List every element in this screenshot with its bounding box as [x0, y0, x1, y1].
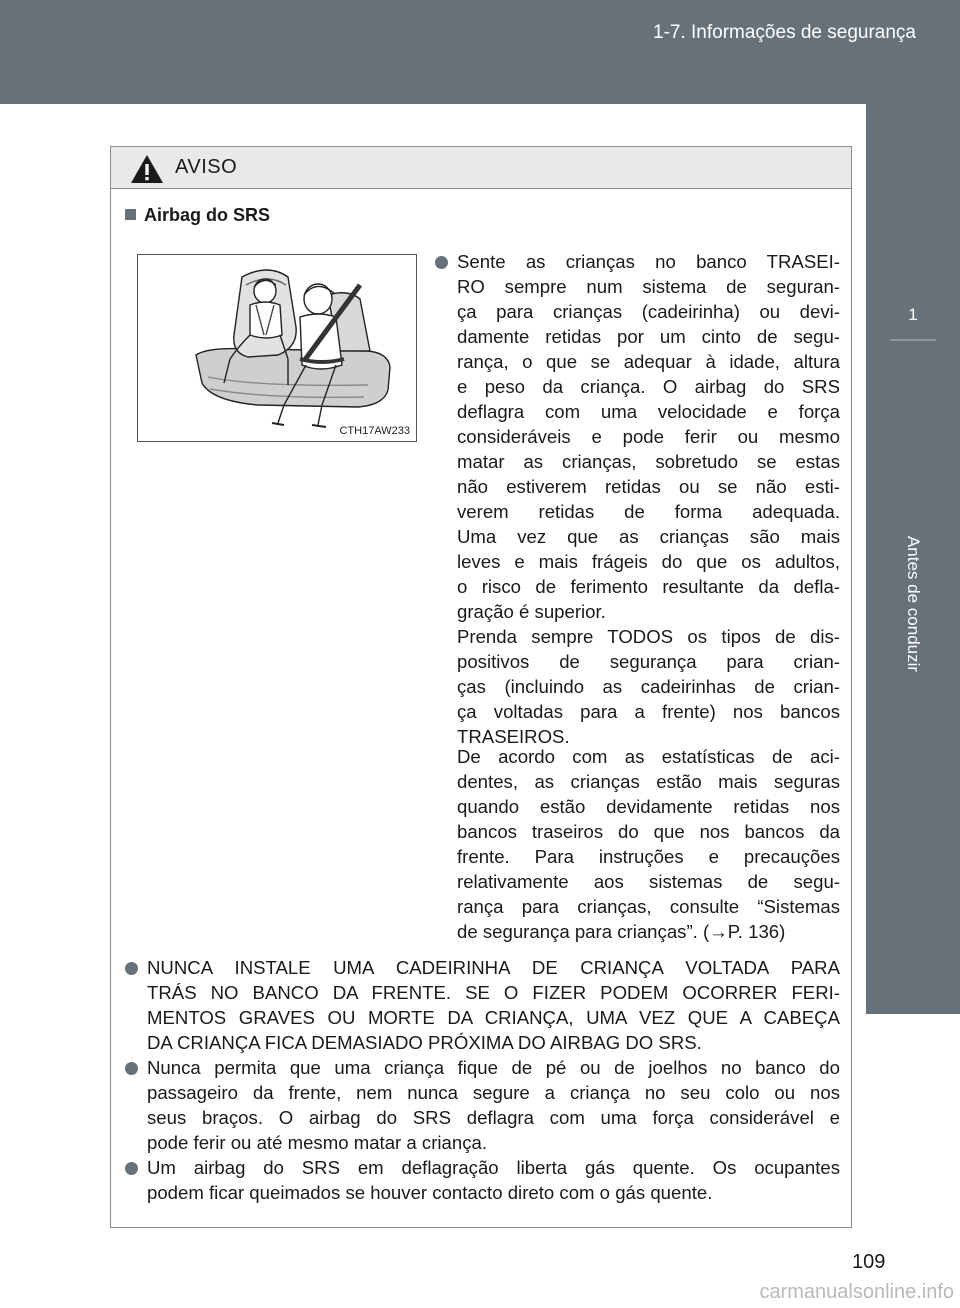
text-line: NUNCA INSTALE UMA CADEIRINHA DE CRIANÇA VOLTADA PARA	[147, 957, 840, 978]
text-line: RO sempre num sistema de seguran-	[457, 276, 840, 297]
warning-header	[111, 147, 851, 189]
bullet-rear-facing-seat	[147, 955, 840, 1055]
text-line: consideráveis e pode ferir ou mesmo	[457, 426, 840, 447]
text-line: podem ficar queimados se houver contacto direto com o gás quente.	[147, 1182, 713, 1203]
child-seat-illustration	[137, 254, 417, 442]
bullet-icon	[125, 1062, 138, 1075]
side-tab-divider	[890, 339, 936, 341]
chapter-side-tab	[866, 104, 960, 1014]
text-line: relativamente aos sistemas de segu-	[457, 871, 840, 892]
text-line: o risco de ferimento resultante da defla-	[457, 576, 840, 597]
warning-box	[110, 146, 852, 1228]
bullet-icon	[125, 962, 138, 975]
text-line: Um airbag do SRS em deflagração liberta gás quente. Os ocupantes	[147, 1157, 840, 1178]
para-secure-all-seats	[457, 624, 840, 749]
text-line: passageiro da frente, nem nunca segure a criança no seu colo ou nos	[147, 1082, 840, 1103]
text-line: verem retidas de forma adequada.	[457, 501, 840, 522]
text-line: gração é superior.	[457, 601, 606, 622]
warning-title: AVISO	[175, 156, 238, 178]
text-line: ças (incluindo as cadeirinhas de crian-	[457, 676, 840, 697]
text-line: ça voltadas para a frente) nos bancos	[457, 701, 840, 722]
text-line: Nunca permita que uma criança fique de pé ou de joelhos no banco do	[147, 1057, 840, 1078]
section-title: 1-7. Informações de segurança	[653, 22, 916, 43]
text-line: Uma vez que as crianças são mais	[457, 526, 840, 547]
section-heading	[125, 205, 270, 226]
text-line: bancos traseiros do que nos bancos da	[457, 821, 840, 842]
bullet-hot-gas	[147, 1155, 840, 1205]
watermark: carmanualsonline.info	[759, 1281, 954, 1303]
text-line: damente retidas por um cinto de segu-	[457, 326, 840, 347]
text-line: deflagra com uma velocidade e força	[457, 401, 840, 422]
bullet-icon	[125, 1162, 138, 1175]
section-square-icon	[125, 209, 136, 220]
text-line: leves e mais frágeis do que os adultos,	[457, 551, 840, 572]
bullet-standing-kneeling	[147, 1055, 840, 1155]
bullet-child-rear-seat	[457, 249, 840, 624]
text-line: seus braços. O airbag do SRS deflagra com uma força considerável e	[147, 1107, 840, 1128]
text-line: de segurança para crianças”. (→P. 136)	[457, 921, 786, 942]
text-line: pode ferir ou até mesmo matar a criança.	[147, 1132, 488, 1153]
text-line: matar as crianças, sobretudo se estas	[457, 451, 840, 472]
page-header	[0, 0, 960, 104]
text-line: Prenda sempre TODOS os tipos de dis-	[457, 626, 840, 647]
text-line: quando estão devidamente retidas nos	[457, 796, 840, 817]
text-line: e peso da criança. O airbag do SRS	[457, 376, 840, 397]
text-line: Sente as crianças no banco TRASEI-	[457, 251, 840, 272]
page-number: 109	[852, 1251, 886, 1273]
text-line: TRASEIROS.	[457, 726, 570, 747]
figure-code: CTH17AW233	[339, 425, 410, 437]
text-line: ça para crianças (cadeirinha) ou devi-	[457, 301, 840, 322]
text-line: não estiverem retidas ou se não esti-	[457, 476, 840, 497]
para-accident-statistics	[457, 744, 840, 944]
text-line: rança para crianças, consulte “Sistemas	[457, 896, 840, 917]
text-line: rança, o que se adequar à idade, altura	[457, 351, 840, 372]
warning-triangle-icon	[129, 153, 165, 185]
text-line: DA CRIANÇA FICA DEMASIADO PRÓXIMA DO AIRBAG DO SRS.	[147, 1032, 702, 1053]
text-line: TRÁS NO BANCO DA FRENTE. SE O FIZER PODEM OCORRER FERI-	[147, 982, 840, 1003]
section-heading-text: Airbag do SRS	[144, 205, 271, 225]
chapter-title: Antes de conduzir	[904, 535, 923, 673]
text-line: dentes, as crianças estão mais seguras	[457, 771, 840, 792]
child-seat-drawing	[138, 255, 416, 441]
text-line: positivos de segurança para crian-	[457, 651, 840, 672]
text-line: frente. Para instruções e precauções	[457, 846, 840, 867]
text-line: MENTOS GRAVES OU MORTE DA CRIANÇA, UMA VEZ QUE A CABEÇA	[147, 1007, 840, 1028]
text-line: De acordo com as estatísticas de aci-	[457, 746, 840, 767]
chapter-number: 1	[908, 305, 918, 324]
bullet-icon	[435, 256, 448, 269]
